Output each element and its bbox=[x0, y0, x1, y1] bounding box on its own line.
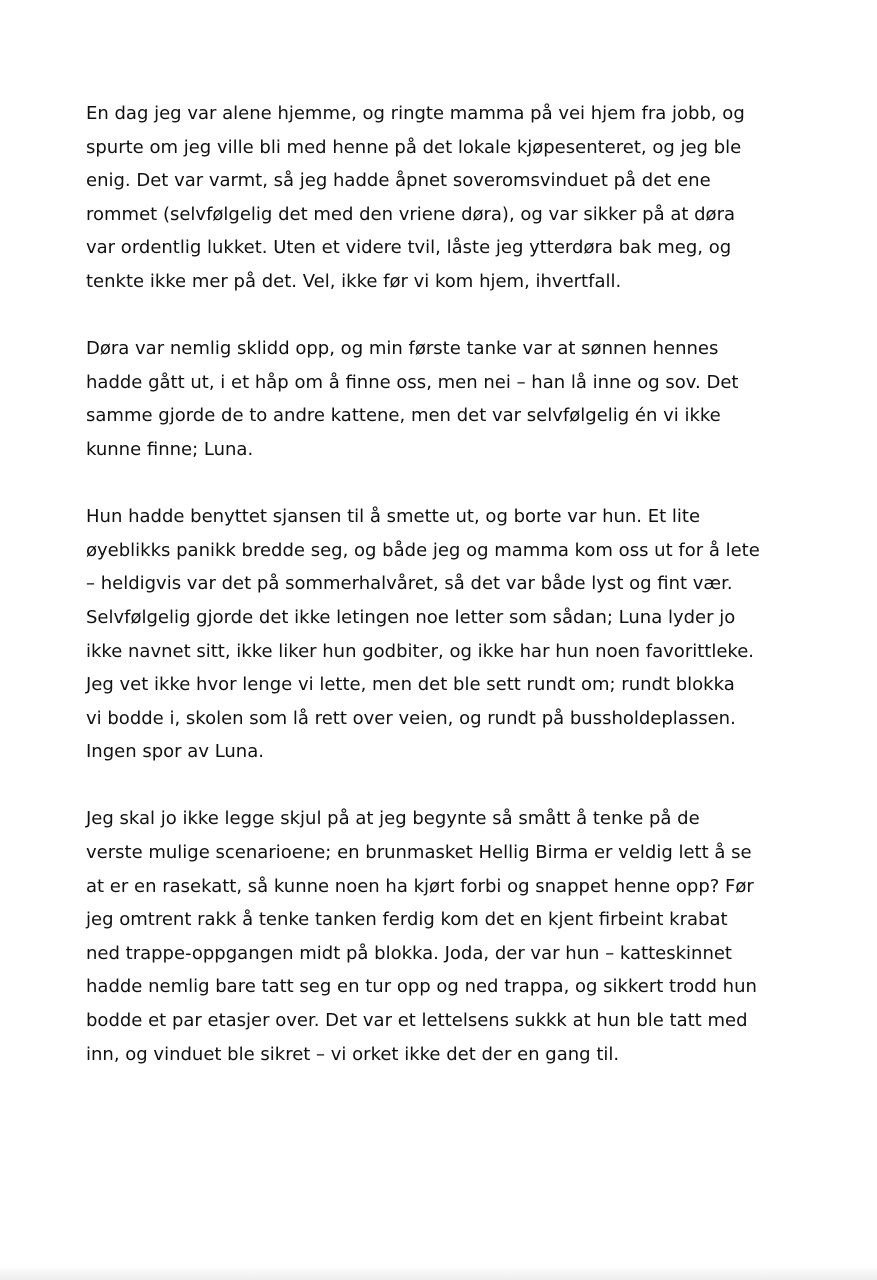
paragraph-1 bbox=[86, 97, 806, 299]
paragraph-4 bbox=[86, 802, 806, 1071]
text-line: vi bodde i, skolen som lå rett over veien, og rundt på bussholdeplassen. bbox=[86, 707, 736, 729]
text-line: Døra var nemlig sklidd opp, og min første tanke var at sønnen hennes bbox=[86, 338, 719, 360]
paragraph-2 bbox=[86, 332, 806, 466]
text-line: jeg omtrent rakk å tenke tanken ferdig kom det en kjent firbeint krabat bbox=[86, 909, 728, 931]
text-line: inn, og vinduet ble sikret – vi orket ikke det der en gang til. bbox=[86, 1043, 620, 1065]
text-line: kunne finne; Luna. bbox=[86, 438, 254, 460]
text-line: bodde et par etasjer over. Det var et lettelsens sukkk at hun ble tatt med bbox=[86, 1010, 748, 1032]
text-line: Ingen spor av Luna. bbox=[86, 741, 264, 763]
text-line: øyeblikks panikk bredde seg, og både jeg og mamma kom oss ut for å lete bbox=[86, 539, 760, 561]
text-line: Hun hadde benyttet sjansen til å smette ut, og borte var hun. Et lite bbox=[86, 506, 701, 528]
text-line: Jeg vet ikke hvor lenge vi lette, men det ble sett rundt om; rundt blokka bbox=[86, 674, 735, 696]
text-line: at er en rasekatt, så kunne noen ha kjørt forbi og snappet henne opp? Før bbox=[86, 875, 754, 897]
text-line: Jeg skal jo ikke legge skjul på at jeg begynte så smått å tenke på de bbox=[86, 808, 700, 830]
text-line: verste mulige scenarioene; en brunmasket Hellig Birma er veldig lett å se bbox=[86, 842, 752, 864]
document-body bbox=[86, 97, 806, 1105]
paragraph-3 bbox=[86, 500, 806, 769]
text-line: hadde gått ut, i et håp om å finne oss, men nei – han lå inne og sov. Det bbox=[86, 371, 739, 393]
text-line: tenkte ikke mer på det. Vel, ikke før vi kom hjem, ihvertfall. bbox=[86, 270, 622, 292]
text-line: – heldigvis var det på sommerhalvåret, så det var både lyst og fint vær. bbox=[86, 573, 733, 595]
text-line: spurte om jeg ville bli med henne på det lokale kjøpesenteret, og jeg ble bbox=[86, 136, 742, 158]
text-line: enig. Det var varmt, så jeg hadde åpnet soveromsvinduet på det ene bbox=[86, 170, 711, 192]
page-bottom-edge bbox=[0, 1266, 877, 1280]
text-line: Selvfølgelig gjorde det ikke letingen noe letter som sådan; Luna lyder jo bbox=[86, 606, 736, 628]
text-line: En dag jeg var alene hjemme, og ringte mamma på vei hjem fra jobb, og bbox=[86, 103, 745, 124]
text-line: var ordentlig lukket. Uten et videre tvil, låste jeg ytterdøra bak meg, og bbox=[86, 237, 732, 259]
text-line: ikke navnet sitt, ikke liker hun godbiter, og ikke har hun noen favorittleke. bbox=[86, 640, 754, 662]
text-line: rommet (selvfølgelig det med den vriene døra), og var sikker på at døra bbox=[86, 203, 736, 225]
text-line: hadde nemlig bare tatt seg en tur opp og ned trappa, og sikkert trodd hun bbox=[86, 976, 757, 998]
text-line: samme gjorde de to andre kattene, men det var selvfølgelig én vi ikke bbox=[86, 405, 721, 427]
text-line: ned trappe-oppgangen midt på blokka. Joda, der var hun – katteskinnet bbox=[86, 942, 732, 964]
